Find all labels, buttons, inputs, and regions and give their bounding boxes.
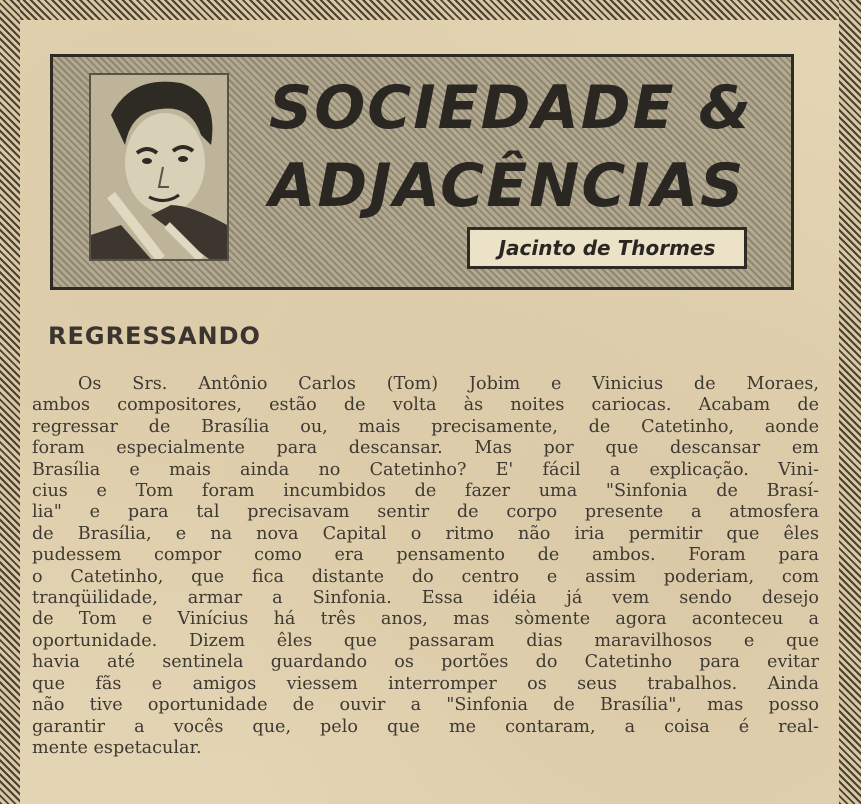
article-body [32,374,819,759]
article-line: tranqüilidade, armar a Sinfonia. Essa idéia já vem sendo desejo [32,588,819,609]
article-line: garantir a vocês que, pelo que me contaram, a coisa é real- [32,716,819,737]
article-line: Os Srs. Antônio Carlos (Tom) Jobim e Vinicius de Moraes, [78,374,819,394]
hatched-border-right [839,0,861,804]
column-title-line-2: ADJACÊNCIAS [269,151,746,221]
article-line: não tive oportunidade de ouvir a "Sinfonia de Brasília", mas posso [32,695,819,716]
article-line: havia até sentinela guardando os portões do Catetinho para evitar [32,652,819,673]
portrait-image [91,75,227,259]
article-line: de Tom e Vinícius há três anos, mas sòmente agora aconteceu a [32,609,819,630]
article-line: mente espetacular. [32,737,202,758]
article-line: o Catetinho, que fica distante do centro e assim poderiam, com [32,566,819,587]
article-heading: REGRESSANDO [48,322,261,350]
column-title [269,69,769,225]
article-line: lia" e para tal precisavam sentir de corpo presente a atmosfera [32,502,819,523]
article-line: oportunidade. Dizem êles que passaram dias maravilhosos e que [32,630,819,651]
column-title-line-1: SOCIEDADE & [269,73,753,143]
article-line: foram especialmente para descansar. Mas por que descansar em [32,438,819,459]
article-line: cius e Tom foram incumbidos de fazer uma "Sinfonia de Brasí- [32,481,819,502]
article-line: pudessem compor como era pensamento de ambos. Foram para [32,545,819,566]
article-line: Brasília e mais ainda no Catetinho? E' fácil a explicação. Vini- [32,459,819,480]
article-line: regressar de Brasília ou, mais precisamente, de Catetinho, aonde [32,416,819,437]
column-header [50,54,794,290]
hatched-border-left [0,0,20,804]
author-portrait [89,73,229,261]
hatched-border-top [0,0,861,20]
article-line: que fãs e amigos viessem interromper os seus trabalhos. Ainda [32,673,819,694]
article-line: de Brasília, e na nova Capital o ritmo não iria permitir que êles [32,523,819,544]
article-line: ambos compositores, estão de volta às noites cariocas. Acabam de [32,395,819,416]
author-byline: Jacinto de Thormes [467,227,747,269]
